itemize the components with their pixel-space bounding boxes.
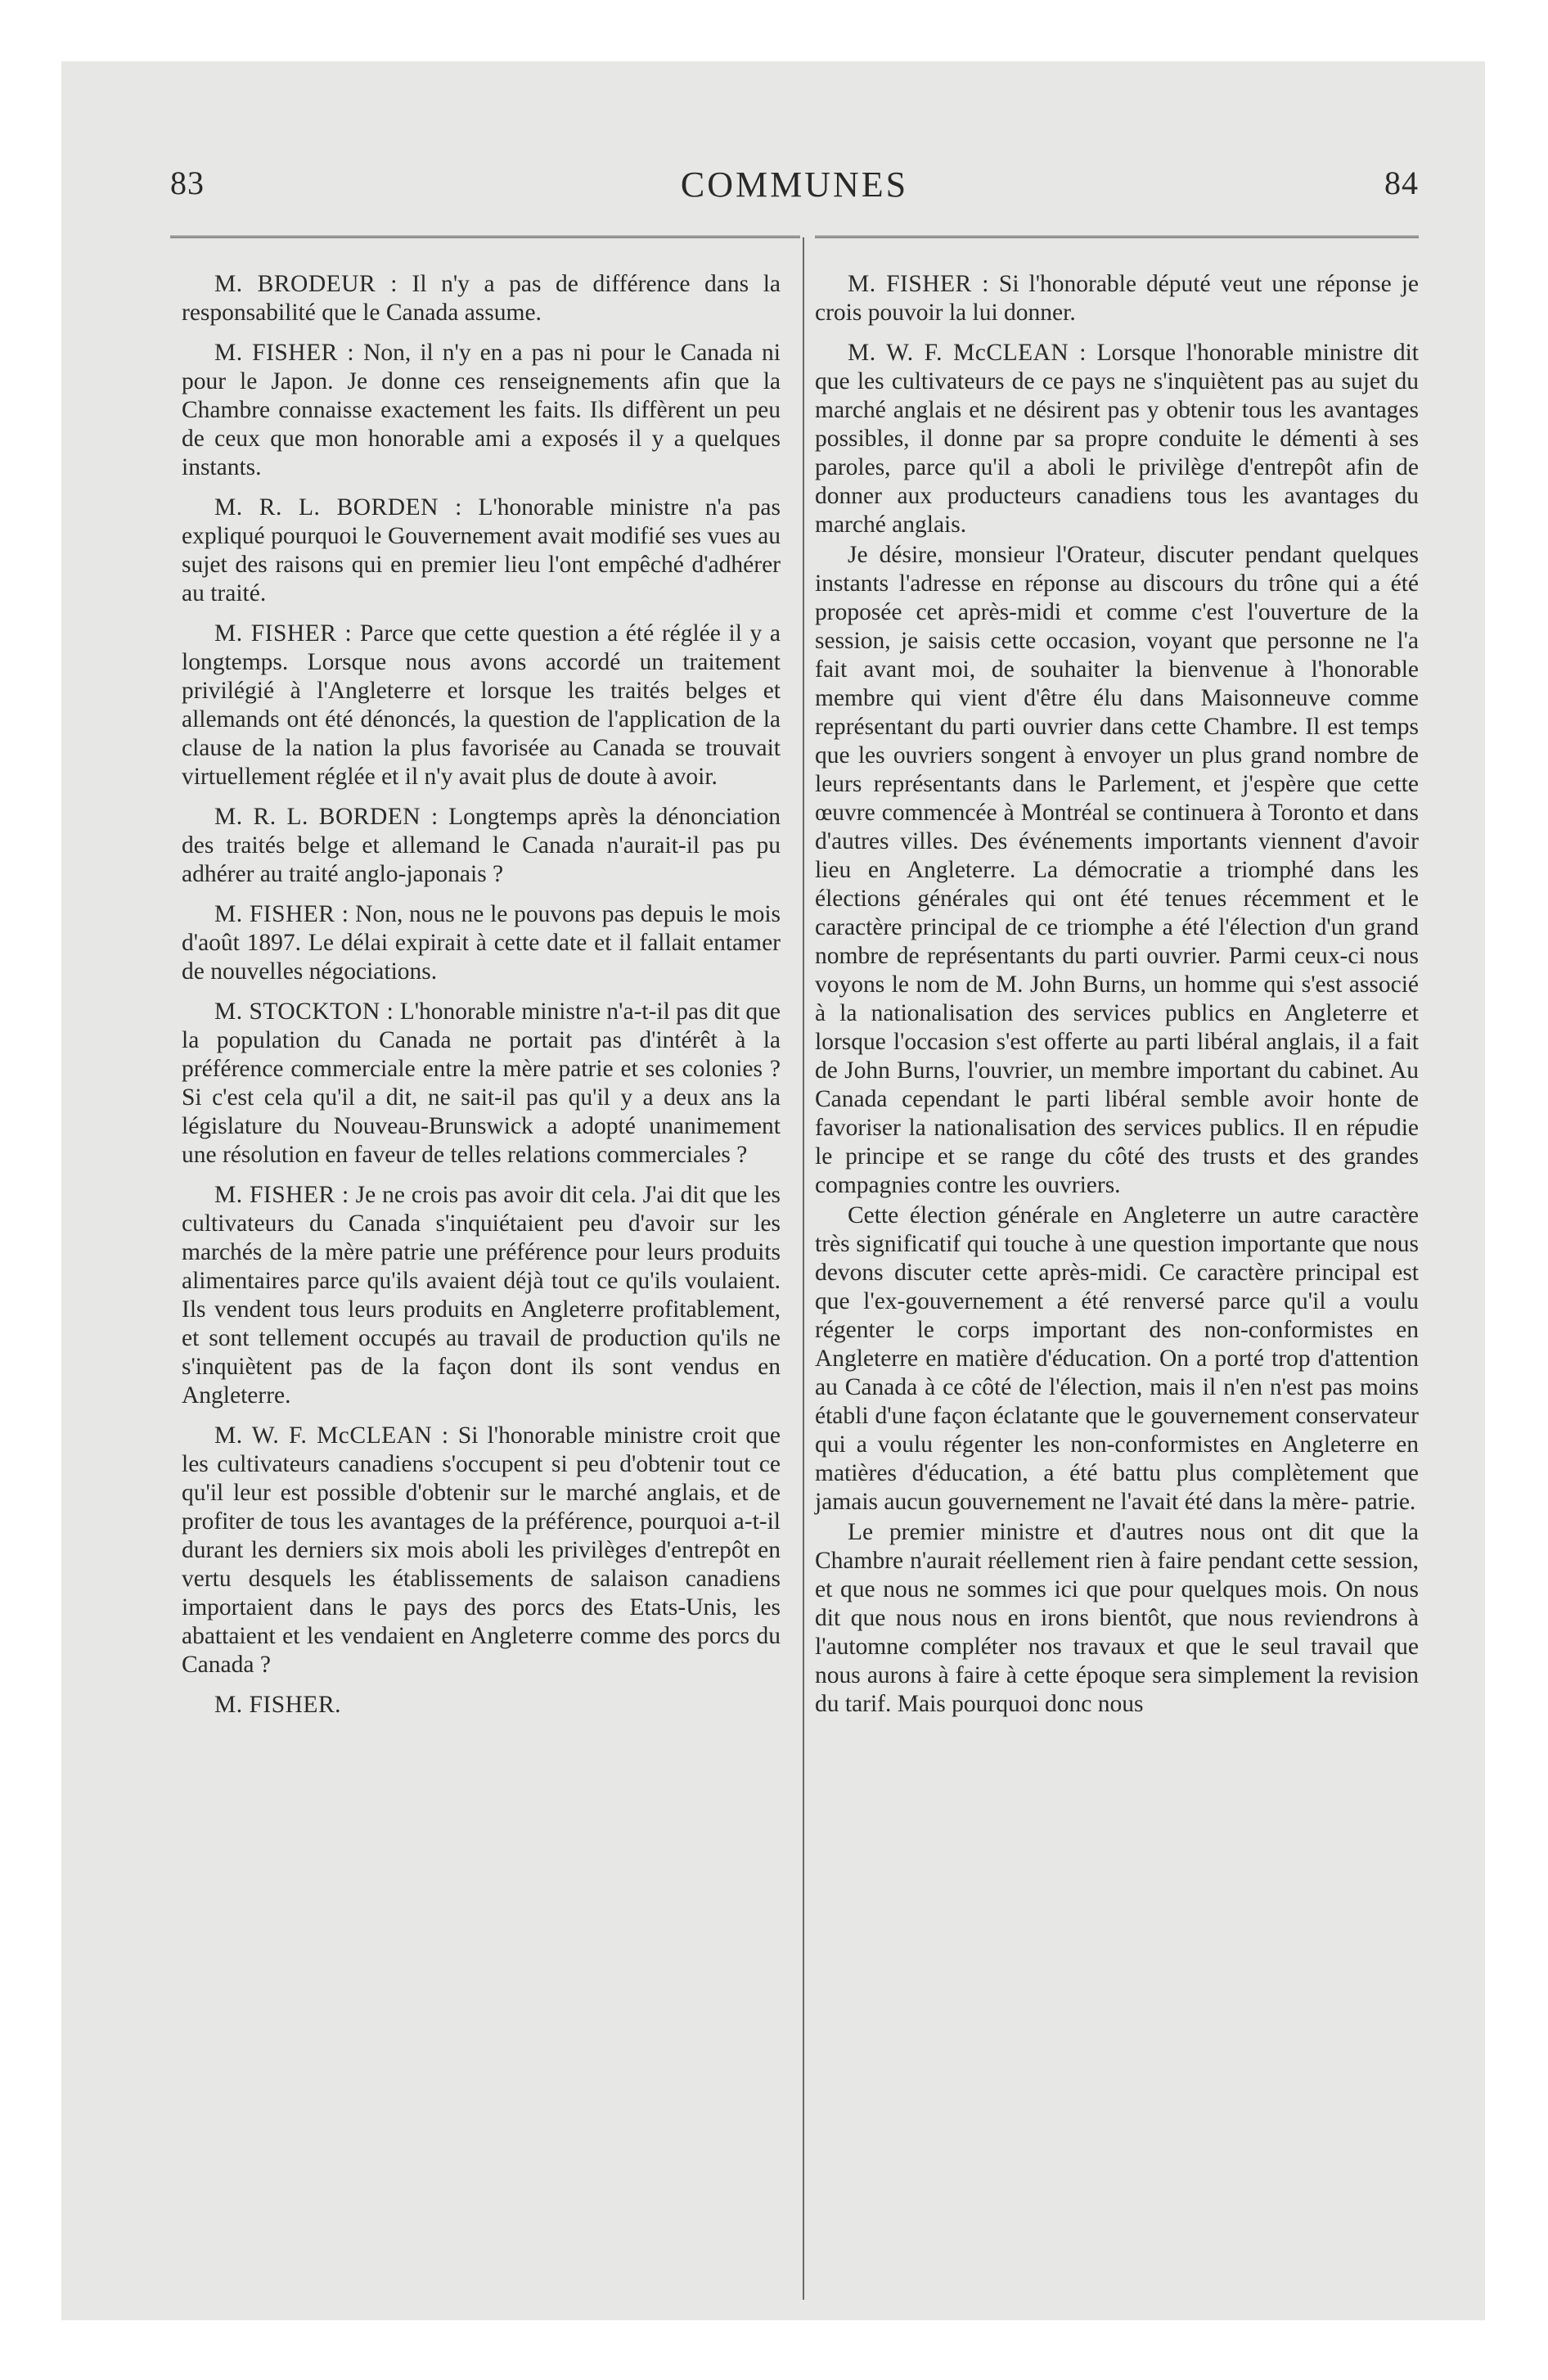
paragraph bbox=[182, 1422, 781, 1679]
paragraph bbox=[182, 900, 781, 986]
paragraph bbox=[182, 803, 781, 889]
speaker-name: M. FISHER : bbox=[214, 620, 353, 647]
paragraph bbox=[815, 270, 1419, 327]
speech-text: Non, nous ne le pouvons pas depuis le mois d'août 1897. Le délai expirait à cette date et il fallait entamer de nouvelles négociations. bbox=[182, 901, 781, 985]
speech-text: Lorsque l'honorable ministre dit que les cultivateurs de ce pays ne s'inquiètent pas au sujet du marché anglais et ne désirent pas y obtenir tous les avantages possibles, il donne par sa propre conduite le démenti à ses paroles, parce qu'il a aboli le privilège d'entrepôt afin de donner aux producteurs canadiens tous les avantages du marché anglais. bbox=[815, 340, 1419, 538]
speech-text: L'honorable ministre n'a-t-il pas dit que la population du Canada ne portait pas d'intérêt à la préférence commerciale entre la mère patrie et ses colonies ? Si c'est cela qu'il a dit, ne sait-il pas qu'il y a deux ans la législature du Nouveau-Brunswick a adopté unanimement une résolution en faveur de telles relations commerciales ? bbox=[182, 998, 781, 1168]
speaker-name: M. FISHER. bbox=[214, 1692, 341, 1718]
speech-text: Je ne crois pas avoir dit cela. J'ai dit que les cultivateurs du Canada s'inquiétaient peu d'avoir sur les marchés de la mère patrie une préférence pour leurs produits alimentaires parce qu'ils avaient déjà tout ce qu'ils voulaient. Ils vendent tous leurs produits en Angleterre profitablement, et sont tellement occupés au travail de production qu'ils ne s'inquiètent pas de la façon dont ils sont vendus en Angleterre. bbox=[182, 1182, 781, 1409]
speech-text: Je désire, monsieur l'Orateur, discuter pendant quelques instants l'adresse en réponse au discours du trône qui a été proposée cet après-midi et comme c'est l'ouverture de la session, je saisis cette occasion, voyant que personne ne l'a fait avant moi, de souhaiter la bienvenue à l'honorable membre qui vient d'être élu dans Maisonneuve comme représentant du parti ouvrier dans cette Chambre. Il est temps que les ouvriers songent à envoyer un plus grand nombre de leurs représentants dans le Parlement, et j'espère que cette œuvre commencée à Montréal se continuera à Toronto et dans d'autres villes. Des événements importants viennent d'avoir lieu en Angleterre. La démocratie a triomphé dans les élections générales qui ont été tenues récemment et le caractère principal de ce triomphe a été l'élection d'un grand nombre de représentants du parti ouvrier. Parmi ceux-ci nous voyons le nom de M. John Burns, un homme qui s'est associé à la nationalisation des services publics en Angleterre et lorsque l'occasion s'est offerte au parti libéral anglais, il a fait de John Burns, l'ouvrier, un membre important du cabinet. Au Canada cependant le parti libéral semble avoir honte de favoriser la nationalisation des services publics. Il en répudie le principe et se range du côté des trusts et des grandes compagnies contre les ouvriers. bbox=[815, 542, 1419, 1198]
running-title: COMMUNES bbox=[680, 165, 909, 205]
page-header bbox=[170, 164, 1419, 221]
speech-text: Si l'honorable député veut une réponse je crois pouvoir la lui donner. bbox=[815, 271, 1419, 326]
speech-text: Le premier ministre et d'autres nous ont dit que la Chambre n'aurait réellement rien à faire pendant cette session, et que nous ne sommes ici que pour quelques mois. On nous dit que nous nous en irons bientôt, que nous reviendrons à l'automne compléter nos travaux et que le seul travail que nous aurons à faire à cette époque sera simplement la revision du tarif. Mais pourquoi donc nous bbox=[815, 1519, 1419, 1717]
paragraph bbox=[182, 270, 781, 327]
speaker-name: M. FISHER : bbox=[214, 340, 355, 366]
speech-text: Parce que cette question a été réglée il y a longtemps. Lorsque nous avons accordé un traitement privilégié à l'Angleterre et lorsque les traités belges et allemands ont été dénoncés, la question de l'application de la clause de la nation la plus favorisée au Canada se trouvait virtuellement réglée et il n'y avait plus de doute à avoir. bbox=[182, 620, 781, 790]
left-column bbox=[182, 270, 781, 1731]
speaker-name: M. R. L. BORDEN : bbox=[214, 494, 462, 521]
speaker-name: M. W. F. McCLEAN : bbox=[848, 340, 1087, 366]
speech-text: Longtemps après la dénonciation des traités belge et allemand le Canada n'aurait-il pas pu adhérer au traité anglo-japonais ? bbox=[182, 804, 781, 887]
header-rule-left bbox=[170, 236, 800, 238]
speaker-name: M. FISHER : bbox=[848, 271, 989, 297]
speaker-name: M. STOCKTON : bbox=[214, 998, 394, 1025]
speaker-name: M. R. L. BORDEN : bbox=[214, 804, 439, 830]
speech-text: Cette élection générale en Angleterre un autre caractère très significatif qui touche à une question importante que nous devons discuter cette après-midi. Ce caractère principal est que l'ex-gouvernement a été renversé parce qu'il a voulu régenter le corps important des non-conformistes en Angleterre en matière d'éducation. On a porté trop d'attention au Canada à ce côté de l'élection, mais il n'en n'est pas moins établi d'une façon éclatante que le gouvernement conservateur qui a voulu régenter les non-conformistes en Angleterre en matières d'éducation, a été battu plus complètement que jamais aucun gouvernement ne l'avait été dans la mère- patrie. bbox=[815, 1202, 1419, 1515]
paragraph bbox=[182, 998, 781, 1170]
speaker-name: M. BRODEUR : bbox=[214, 271, 398, 297]
paragraph bbox=[182, 494, 781, 608]
paragraph bbox=[815, 1518, 1419, 1719]
column-divider bbox=[803, 237, 804, 2300]
speech-text: Il n'y a pas de différence dans la responsabilité que le Canada assume. bbox=[182, 271, 781, 326]
paragraph bbox=[182, 1181, 781, 1410]
header-rule-right bbox=[815, 236, 1419, 238]
page-number-left: 83 bbox=[170, 165, 205, 201]
speaker-name: M. W. F. McCLEAN : bbox=[214, 1422, 449, 1449]
paragraph bbox=[815, 1201, 1419, 1517]
speaker-name: M. FISHER : bbox=[214, 1182, 349, 1208]
speech-text: Si l'honorable ministre croit que les cultivateurs canadiens s'occupent si peu d'obtenir tout ce qu'il leur est possible d'obtenir sur le marché anglais, et de profiter de tous les avantages de la préférence, pourquoi a-t-il durant les derniers six mois aboli les privilèges d'entrepôt en vertu desquels les établissements de salaison canadiens importaient dans le pays des porcs des Etats-Unis, les abattaient et les vendaient en Angleterre comme des porcs du Canada ? bbox=[182, 1422, 781, 1678]
speaker-name: M. FISHER : bbox=[214, 901, 349, 927]
speech-text: Non, il n'y en a pas ni pour le Canada ni pour le Japon. Je donne ces renseignements afin que la Chambre connaisse exactement les faits. Ils diffèrent un peu de ceux que mon honorable ami a exposés il y a quelques instants. bbox=[182, 340, 781, 480]
paragraph bbox=[182, 1691, 781, 1720]
page-number-right: 84 bbox=[1384, 165, 1419, 201]
paragraph bbox=[815, 541, 1419, 1200]
speech-text: L'honorable ministre n'a pas expliqué pourquoi le Gouvernement avait modifié ses vues au sujet des raisons qui en premier lieu l'ont empêché d'adhérer au traité. bbox=[182, 494, 781, 606]
paragraph bbox=[182, 339, 781, 482]
right-column bbox=[815, 270, 1419, 1720]
paragraph bbox=[182, 620, 781, 791]
paragraph bbox=[815, 339, 1419, 539]
